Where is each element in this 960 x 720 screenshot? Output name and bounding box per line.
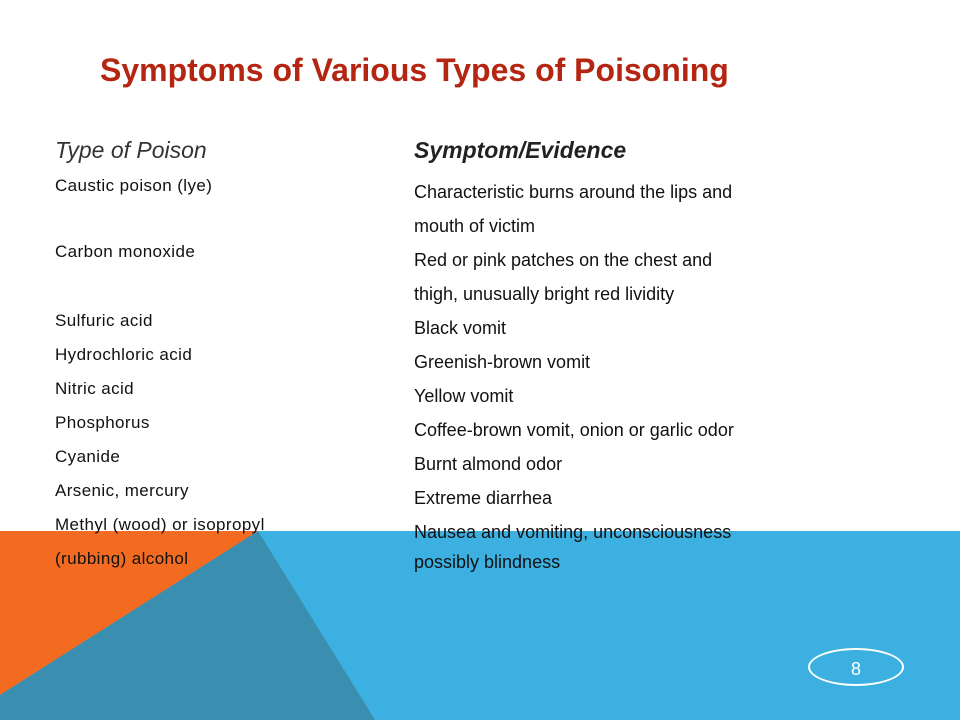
poison-type-item: Caustic poison (lye) [55, 176, 213, 195]
slide-title: Symptoms of Various Types of Poisoning [100, 52, 729, 88]
poison-type-item: Phosphorus [55, 413, 150, 432]
poison-type-item: Sulfuric acid [55, 311, 153, 330]
symptom-item: possibly blindness [414, 552, 561, 572]
symptom-item: Yellow vomit [414, 386, 514, 406]
poison-type-item: Cyanide [55, 447, 121, 466]
poison-type-item: Carbon monoxide [55, 242, 196, 261]
symptom-item: Nausea and vomiting, unconsciousness [414, 522, 732, 542]
symptom-item: Red or pink patches on the chest and [414, 250, 713, 270]
symptom-column [414, 135, 854, 572]
poison-type-item: Arsenic, mercury [55, 481, 189, 500]
poison-type-item: (rubbing) alcohol [55, 549, 189, 568]
poison-type-item: Methyl (wood) or isopropyl [55, 515, 265, 534]
poison-type-header: Type of Poison [55, 137, 207, 163]
symptom-item: thigh, unusually bright red lividity [414, 284, 675, 304]
symptom-item: Greenish-brown vomit [414, 352, 591, 372]
symptom-item: Burnt almond odor [414, 454, 563, 474]
poison-type-item: Hydrochloric acid [55, 345, 193, 364]
symptom-item: Black vomit [414, 318, 507, 338]
symptom-item: Coffee-brown vomit, onion or garlic odor [414, 420, 734, 440]
symptom-item: Extreme diarrhea [414, 488, 553, 508]
page-number-badge: 8 [808, 648, 904, 686]
symptom-item: mouth of victim [414, 216, 536, 236]
symptom-item: Characteristic burns around the lips and [414, 182, 733, 202]
poison-type-item: Nitric acid [55, 379, 135, 398]
symptom-header: Symptom/Evidence [414, 137, 627, 163]
poison-type-column [55, 135, 385, 568]
